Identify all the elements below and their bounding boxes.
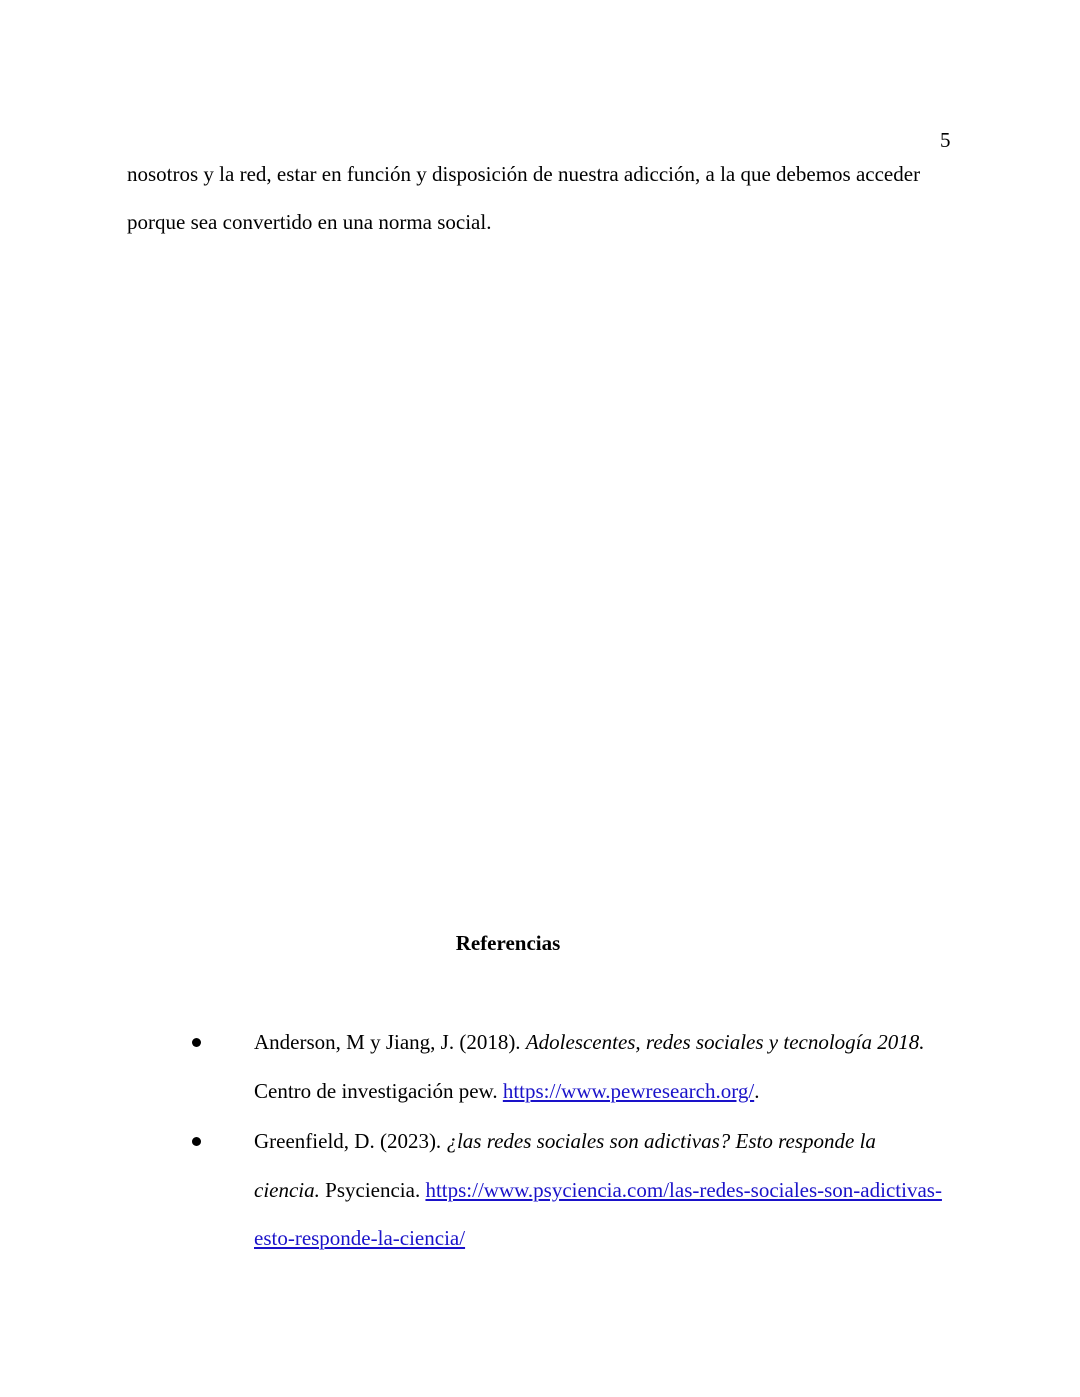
reference-line bbox=[254, 1018, 954, 1067]
reference-line bbox=[254, 1117, 954, 1166]
reference-list bbox=[0, 1018, 1080, 1265]
page-number: 5 bbox=[940, 128, 951, 152]
reference-title: ciencia. bbox=[254, 1177, 320, 1202]
reference-link[interactable]: https://www.psyciencia.com/las-redes-sociales-son-adictivas- bbox=[425, 1177, 942, 1202]
reference-author: Anderson, M y Jiang, J. (2018). bbox=[254, 1030, 526, 1054]
reference-link[interactable]: https://www.pewresearch.org/ bbox=[502, 1078, 755, 1103]
references-heading: Referencias bbox=[455, 931, 561, 955]
reference-publisher: Centro de investigación pew. bbox=[254, 1078, 503, 1103]
reference-item bbox=[0, 1018, 954, 1115]
reference-item bbox=[0, 1117, 954, 1263]
paragraph-line: nosotros y la red, estar en función y disposición de nuestra adicción, a la que debemos acceder bbox=[127, 162, 921, 186]
reference-author: Greenfield, D. (2023). bbox=[254, 1129, 447, 1153]
reference-line bbox=[254, 1067, 954, 1116]
bullet-icon bbox=[192, 1137, 201, 1146]
reference-title: ¿las redes sociales son adictivas? Esto responde la bbox=[446, 1129, 876, 1153]
reference-publisher: Psyciencia. bbox=[319, 1177, 426, 1202]
reference-line bbox=[254, 1214, 954, 1263]
bullet-icon bbox=[192, 1038, 201, 1047]
reference-line bbox=[254, 1166, 954, 1215]
reference-link[interactable]: esto-responde-la-ciencia/ bbox=[254, 1226, 466, 1250]
reference-trailing: . bbox=[754, 1078, 760, 1103]
reference-title: Adolescentes, redes sociales y tecnología 2018. bbox=[525, 1030, 925, 1054]
paragraph-line: porque sea convertido en una norma social. bbox=[127, 210, 492, 234]
body-paragraph bbox=[127, 150, 957, 246]
